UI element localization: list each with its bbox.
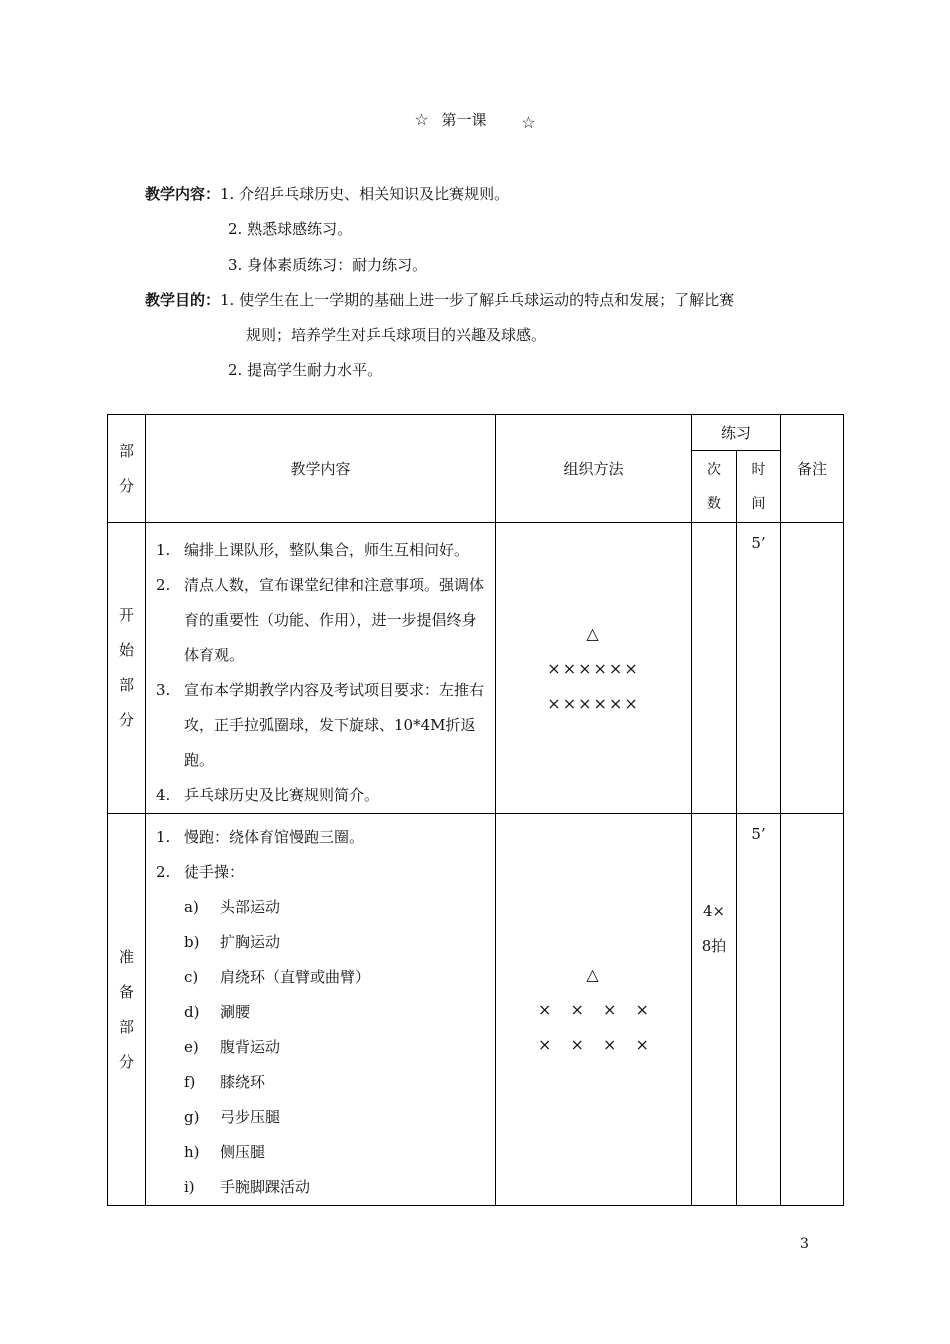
section-start-note xyxy=(781,523,844,814)
header-content: 教学内容 xyxy=(146,415,496,523)
section-prep-time: 5’ xyxy=(737,814,781,1206)
sub-list-item: a) 头部运动 xyxy=(184,898,281,916)
section-prep-content xyxy=(146,814,496,1206)
section-prep-row xyxy=(108,814,844,1206)
header-practice: 练习 xyxy=(692,415,781,451)
content-item-2: 2. 熟悉球感练习。 xyxy=(228,220,353,238)
sub-list-item: d) 涮腰 xyxy=(184,1003,251,1021)
lesson-title xyxy=(0,109,950,130)
section-start-part: 开 始 部 分 xyxy=(108,523,146,814)
list-item: 2. 清点人数，宣布课堂纪律和注意事项。强调体育的重要性（功能、作用），进一步提倡终身体育观。 xyxy=(156,576,485,664)
sub-list-item: c) 肩绕环（直臂或曲臂） xyxy=(184,968,371,986)
content-line-1 xyxy=(145,183,509,204)
list-item: 1. 慢跑：绕体育馆慢跑三圈。 xyxy=(156,828,365,846)
header-time: 时 间 xyxy=(737,451,781,523)
sub-list-item: h) 侧压腿 xyxy=(184,1143,266,1161)
page-number: 3 xyxy=(800,1236,809,1252)
goals-label: 教学目的： xyxy=(145,291,221,309)
count-line-2: 8拍 xyxy=(701,937,727,955)
star-icon-right: ☆ xyxy=(521,113,536,132)
goals-line-1 xyxy=(145,289,734,310)
sub-list-item: b) 扩胸运动 xyxy=(184,933,281,951)
header-note: 备注 xyxy=(781,415,844,523)
header-part: 部 分 xyxy=(108,415,146,523)
section-start-content xyxy=(146,523,496,814)
header-row-1 xyxy=(108,415,844,451)
list-item: 4. 乒乓球历史及比赛规则简介。 xyxy=(156,786,380,804)
formation-teacher: △ xyxy=(586,965,601,984)
section-prep-part: 准 备 部 分 xyxy=(108,814,146,1206)
list-item: 3. 宣布本学期教学内容及考试项目要求：左推右攻，正手拉弧圈球，发下旋球、10*4M折返跑。 xyxy=(156,681,485,769)
section-start-count xyxy=(692,523,737,814)
star-icon-left: ☆ xyxy=(414,110,429,129)
sub-list-item: g) 弓步压腿 xyxy=(184,1108,281,1126)
sub-list-item: i) 手腕脚踝活动 xyxy=(184,1178,311,1196)
goals-item-1b: 规则；培养学生对乒乓球项目的兴趣及球感。 xyxy=(246,326,547,344)
section-prep-method xyxy=(496,814,692,1206)
section-start-method xyxy=(496,523,692,814)
content-item-1: 1. 介绍乒乓球历史、相关知识及比赛规则。 xyxy=(220,185,510,203)
list-item: 1. 编排上课队形，整队集合，师生互相问好。 xyxy=(156,541,470,559)
formation-row-2: ×××××× xyxy=(547,693,640,713)
content-label: 教学内容： xyxy=(145,185,221,203)
sub-list-item: f) 膝绕环 xyxy=(184,1073,266,1091)
header-count: 次 数 xyxy=(692,451,737,523)
content-item-3: 3. 身体素质练习：耐力练习。 xyxy=(228,256,428,274)
header-method: 组织方法 xyxy=(496,415,692,523)
section-prep-count xyxy=(692,814,737,1206)
formation-row-1: × × × × xyxy=(538,1000,649,1019)
sub-list-item: e) 腹背运动 xyxy=(184,1038,281,1056)
section-start-row xyxy=(108,523,844,814)
goals-item-1a: 1. 使学生在上一学期的基础上进一步了解乒乓球运动的特点和发展；了解比赛 xyxy=(220,291,735,309)
lesson-title-text: 第一课 xyxy=(441,111,487,129)
formation-row-1: ×××××× xyxy=(547,658,640,678)
goals-item-2: 2. 提高学生耐力水平。 xyxy=(228,361,383,379)
formation-row-2: × × × × xyxy=(538,1035,649,1054)
section-start-time: 5’ xyxy=(737,523,781,814)
count-line-1: 4× xyxy=(702,902,726,920)
section-prep-note xyxy=(781,814,844,1206)
formation-teacher: △ xyxy=(586,623,601,643)
lesson-table xyxy=(107,414,844,1206)
list-item: 2. 徒手操： xyxy=(156,863,245,881)
